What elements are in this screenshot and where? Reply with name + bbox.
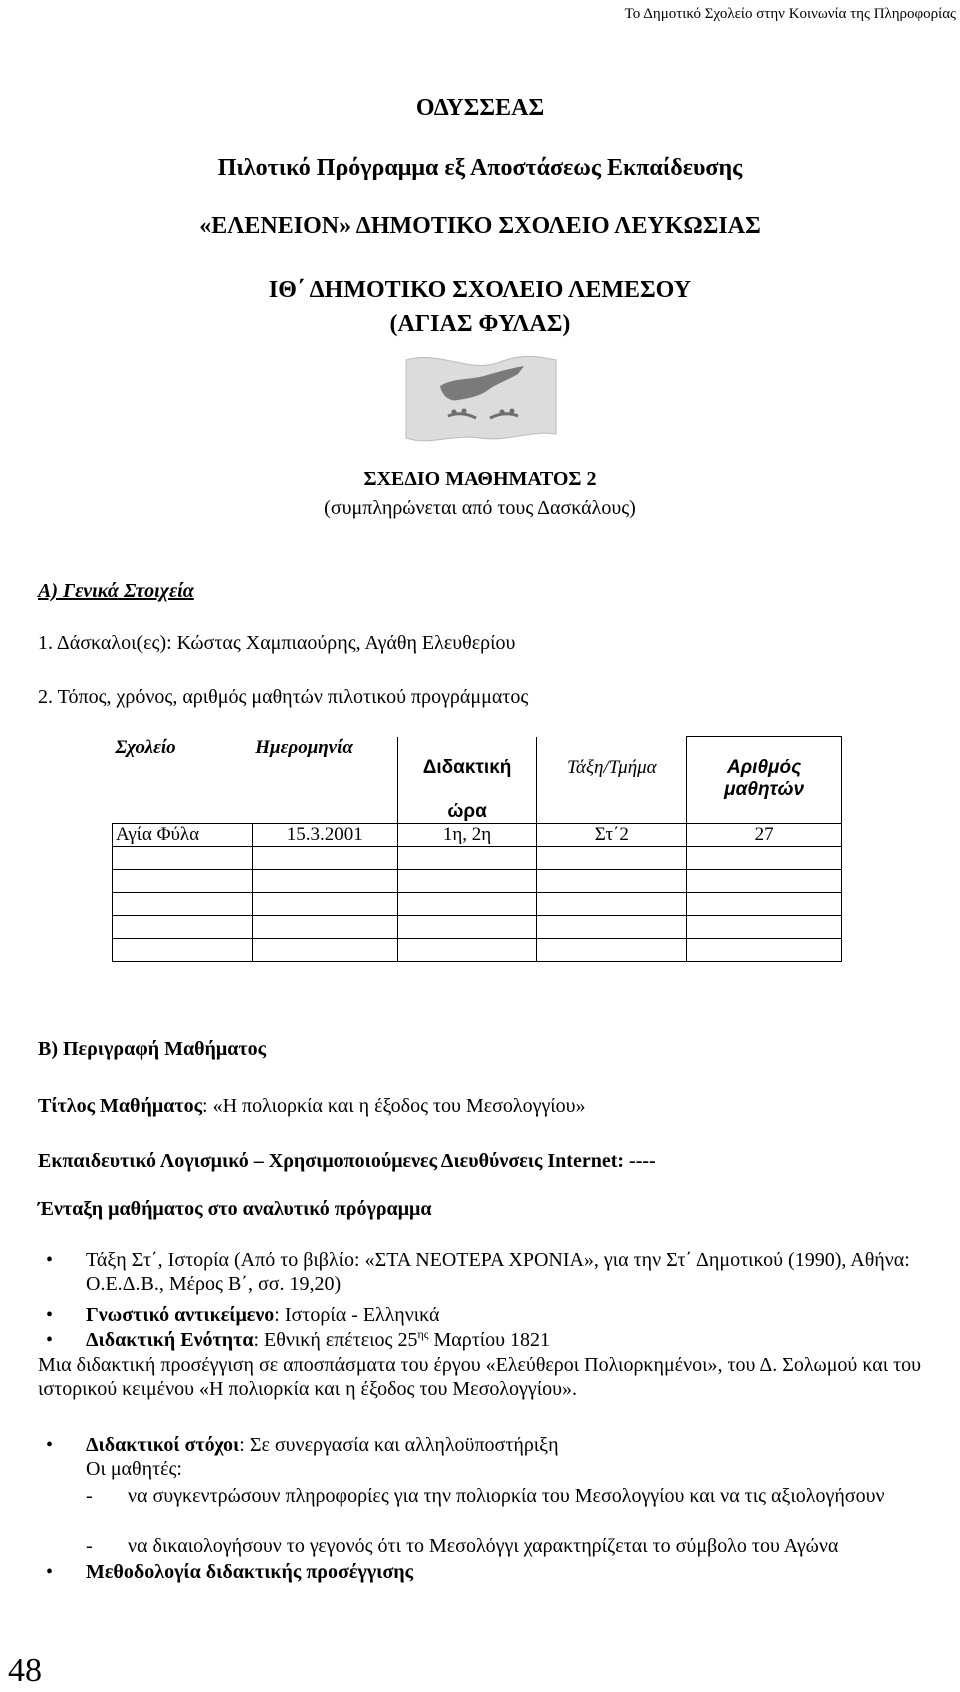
goals-value: : Σε συνεργασία και αλληλοϋποστήριξη — [239, 1434, 559, 1456]
goal-2-text: να δικαιολογήσουν το γεγονός ότι το Μεσολόγγι χαρακτηρίζεται το σύμβολο του Αγώνα — [128, 1535, 839, 1557]
list-item — [38, 1433, 950, 1457]
table-row — [113, 823, 842, 846]
methodology-label: Μεθοδολογία διδακτικής προσέγγισης — [86, 1561, 414, 1583]
curriculum-integration-heading: Ένταξη μαθήματος στο αναλυτικό πρόγραμμα — [38, 1198, 432, 1220]
program-title: Πιλοτικό Πρόγραμμα εξ Αποστάσεως Εκπαίδευσης — [217, 155, 743, 181]
bullet-class-text: Τάξη Στ΄, Ιστορία (Από το βιβλίο: «ΣΤΑ ΝΕΟΤΕΡΑ ΧΡΟΝΙΑ», για την Στ΄ Δημοτικού (1990), Αθήνα: Ο.Ε.Δ.Β., Μέρος Β΄, σσ. 19,20) — [86, 1249, 910, 1295]
lesson-plan-subtitle: (συμπληρώνεται από τους Δασκάλους) — [324, 497, 636, 519]
bullet-icon: • — [46, 1249, 54, 1271]
unit-value-a: : Εθνική επέτειος 25 — [253, 1329, 418, 1351]
bullet-icon: • — [46, 1561, 54, 1583]
school-title-limassol — [0, 273, 960, 341]
school-title-limassol-line2: (ΑΓΙΑΣ ΦΥΛΑΣ) — [389, 311, 571, 337]
cell-class: Στ΄2 — [537, 823, 687, 846]
cell-school: Αγία Φύλα — [113, 823, 253, 846]
bullet-methodology-text — [86, 1560, 950, 1584]
subject-value: : Ιστορία - Ελληνικά — [274, 1304, 440, 1326]
lesson-title-label: Τίτλος Μαθήματος — [38, 1095, 203, 1117]
table-row-empty — [113, 938, 842, 961]
header-school: Σχολείο — [113, 737, 253, 824]
schedule-header-row — [113, 737, 842, 824]
approach-paragraph: Μια διδακτική προσέγγιση σε αποσπάσματα του έργου «Ελεύθεροι Πολιορκημένοι», του Δ. Σολωμού και του ιστορικού κειμένου «Η πολιορκία και η έξοδος του Μεσολογγίου». — [38, 1354, 922, 1400]
header-class: Τάξη/Τμήμα — [537, 737, 687, 824]
unit-label: Διδακτική Ενότητα — [86, 1329, 254, 1351]
header-period-line1: Διδακτική — [422, 756, 512, 778]
place-time-line: 2. Τόπος, χρόνος, αριθμός μαθητών πιλοτικού προγράμματος — [38, 686, 529, 708]
subject-label: Γνωστικό αντικείμενο — [86, 1304, 275, 1326]
table-row-empty — [113, 892, 842, 915]
page-number: 48 — [8, 1652, 42, 1689]
lesson-title-value: : «Η πολιορκία και η έξοδος του Μεσολογγίου» — [202, 1095, 586, 1117]
header-students — [687, 737, 842, 824]
school-title-nicosia: «ΕΛΕΝΕΙΟΝ» ΔΗΜΟΤΙΚΟ ΣΧΟΛΕΙΟ ΛΕΥΚΩΣΙΑΣ — [199, 213, 761, 239]
schedule-table — [112, 736, 842, 962]
list-item — [38, 1248, 950, 1296]
bullet-goals-text — [86, 1433, 950, 1457]
lesson-title-line — [38, 1095, 586, 1118]
dash-marker: - — [86, 1485, 93, 1507]
bullet-subject-text — [86, 1303, 950, 1327]
goals-label: Διδακτικοί στόχοι — [86, 1434, 240, 1456]
cyprus-flag-icon — [400, 350, 560, 448]
list-item — [38, 1303, 950, 1327]
students-line: Οι μαθητές: — [86, 1458, 182, 1480]
list-item — [38, 1560, 950, 1584]
header-period — [397, 737, 537, 824]
list-item — [86, 1484, 950, 1508]
bullet-unit-text — [86, 1328, 950, 1352]
list-item — [86, 1534, 950, 1558]
table-row-empty — [113, 869, 842, 892]
lesson-plan-title: ΣΧΕΔΙΟ ΜΑΘΗΜΑΤΟΣ 2 — [363, 468, 597, 490]
cell-students: 27 — [687, 823, 842, 846]
school-title-limassol-line1: ΙΘ΄ ΔΗΜΟΤΙΚΟ ΣΧΟΛΕΙΟ ΛΕΜΕΣΟΥ — [268, 277, 692, 303]
dash-marker: - — [86, 1535, 93, 1557]
running-head: Το Δημοτικό Σχολείο στην Κοινωνία της Πληροφορίας — [624, 6, 956, 22]
bullet-icon: • — [46, 1304, 54, 1326]
software-line: Εκπαιδευτικό Λογισμικό – Χρησιμοποιούμενες Διευθύνσεις Internet: ---- — [38, 1150, 656, 1172]
goal-1-text: να συγκεντρώσουν πληροφορίες για την πολιορκία του Μεσολογγίου και να τις αξιολογήσουν — [128, 1485, 885, 1507]
table-row-empty — [113, 915, 842, 938]
header-students-line2: μαθητών — [724, 779, 805, 800]
unit-sup: ης — [417, 1327, 429, 1341]
cell-period: 1η, 2η — [397, 823, 537, 846]
header-students-line1: Αριθμός — [726, 757, 802, 778]
header-period-line2: ώρα — [447, 800, 487, 822]
header-date: Ημερομηνία — [252, 737, 397, 824]
list-item — [38, 1328, 950, 1352]
table-row-empty — [113, 846, 842, 869]
section-a-heading: Α) Γενικά Στοιχεία — [38, 580, 194, 602]
section-b-heading: Β) Περιγραφή Μαθήματος — [38, 1038, 267, 1060]
cell-date: 15.3.2001 — [252, 823, 397, 846]
project-title: ΟΔΥΣΣΕΑΣ — [415, 95, 545, 121]
teachers-line: 1. Δάσκαλοι(ες): Κώστας Χαμπιαούρης, Αγάθη Ελευθερίου — [38, 632, 516, 654]
bullet-icon: • — [46, 1329, 54, 1351]
unit-value-b: Μαρτίου 1821 — [428, 1329, 551, 1351]
bullet-icon: • — [46, 1434, 54, 1456]
